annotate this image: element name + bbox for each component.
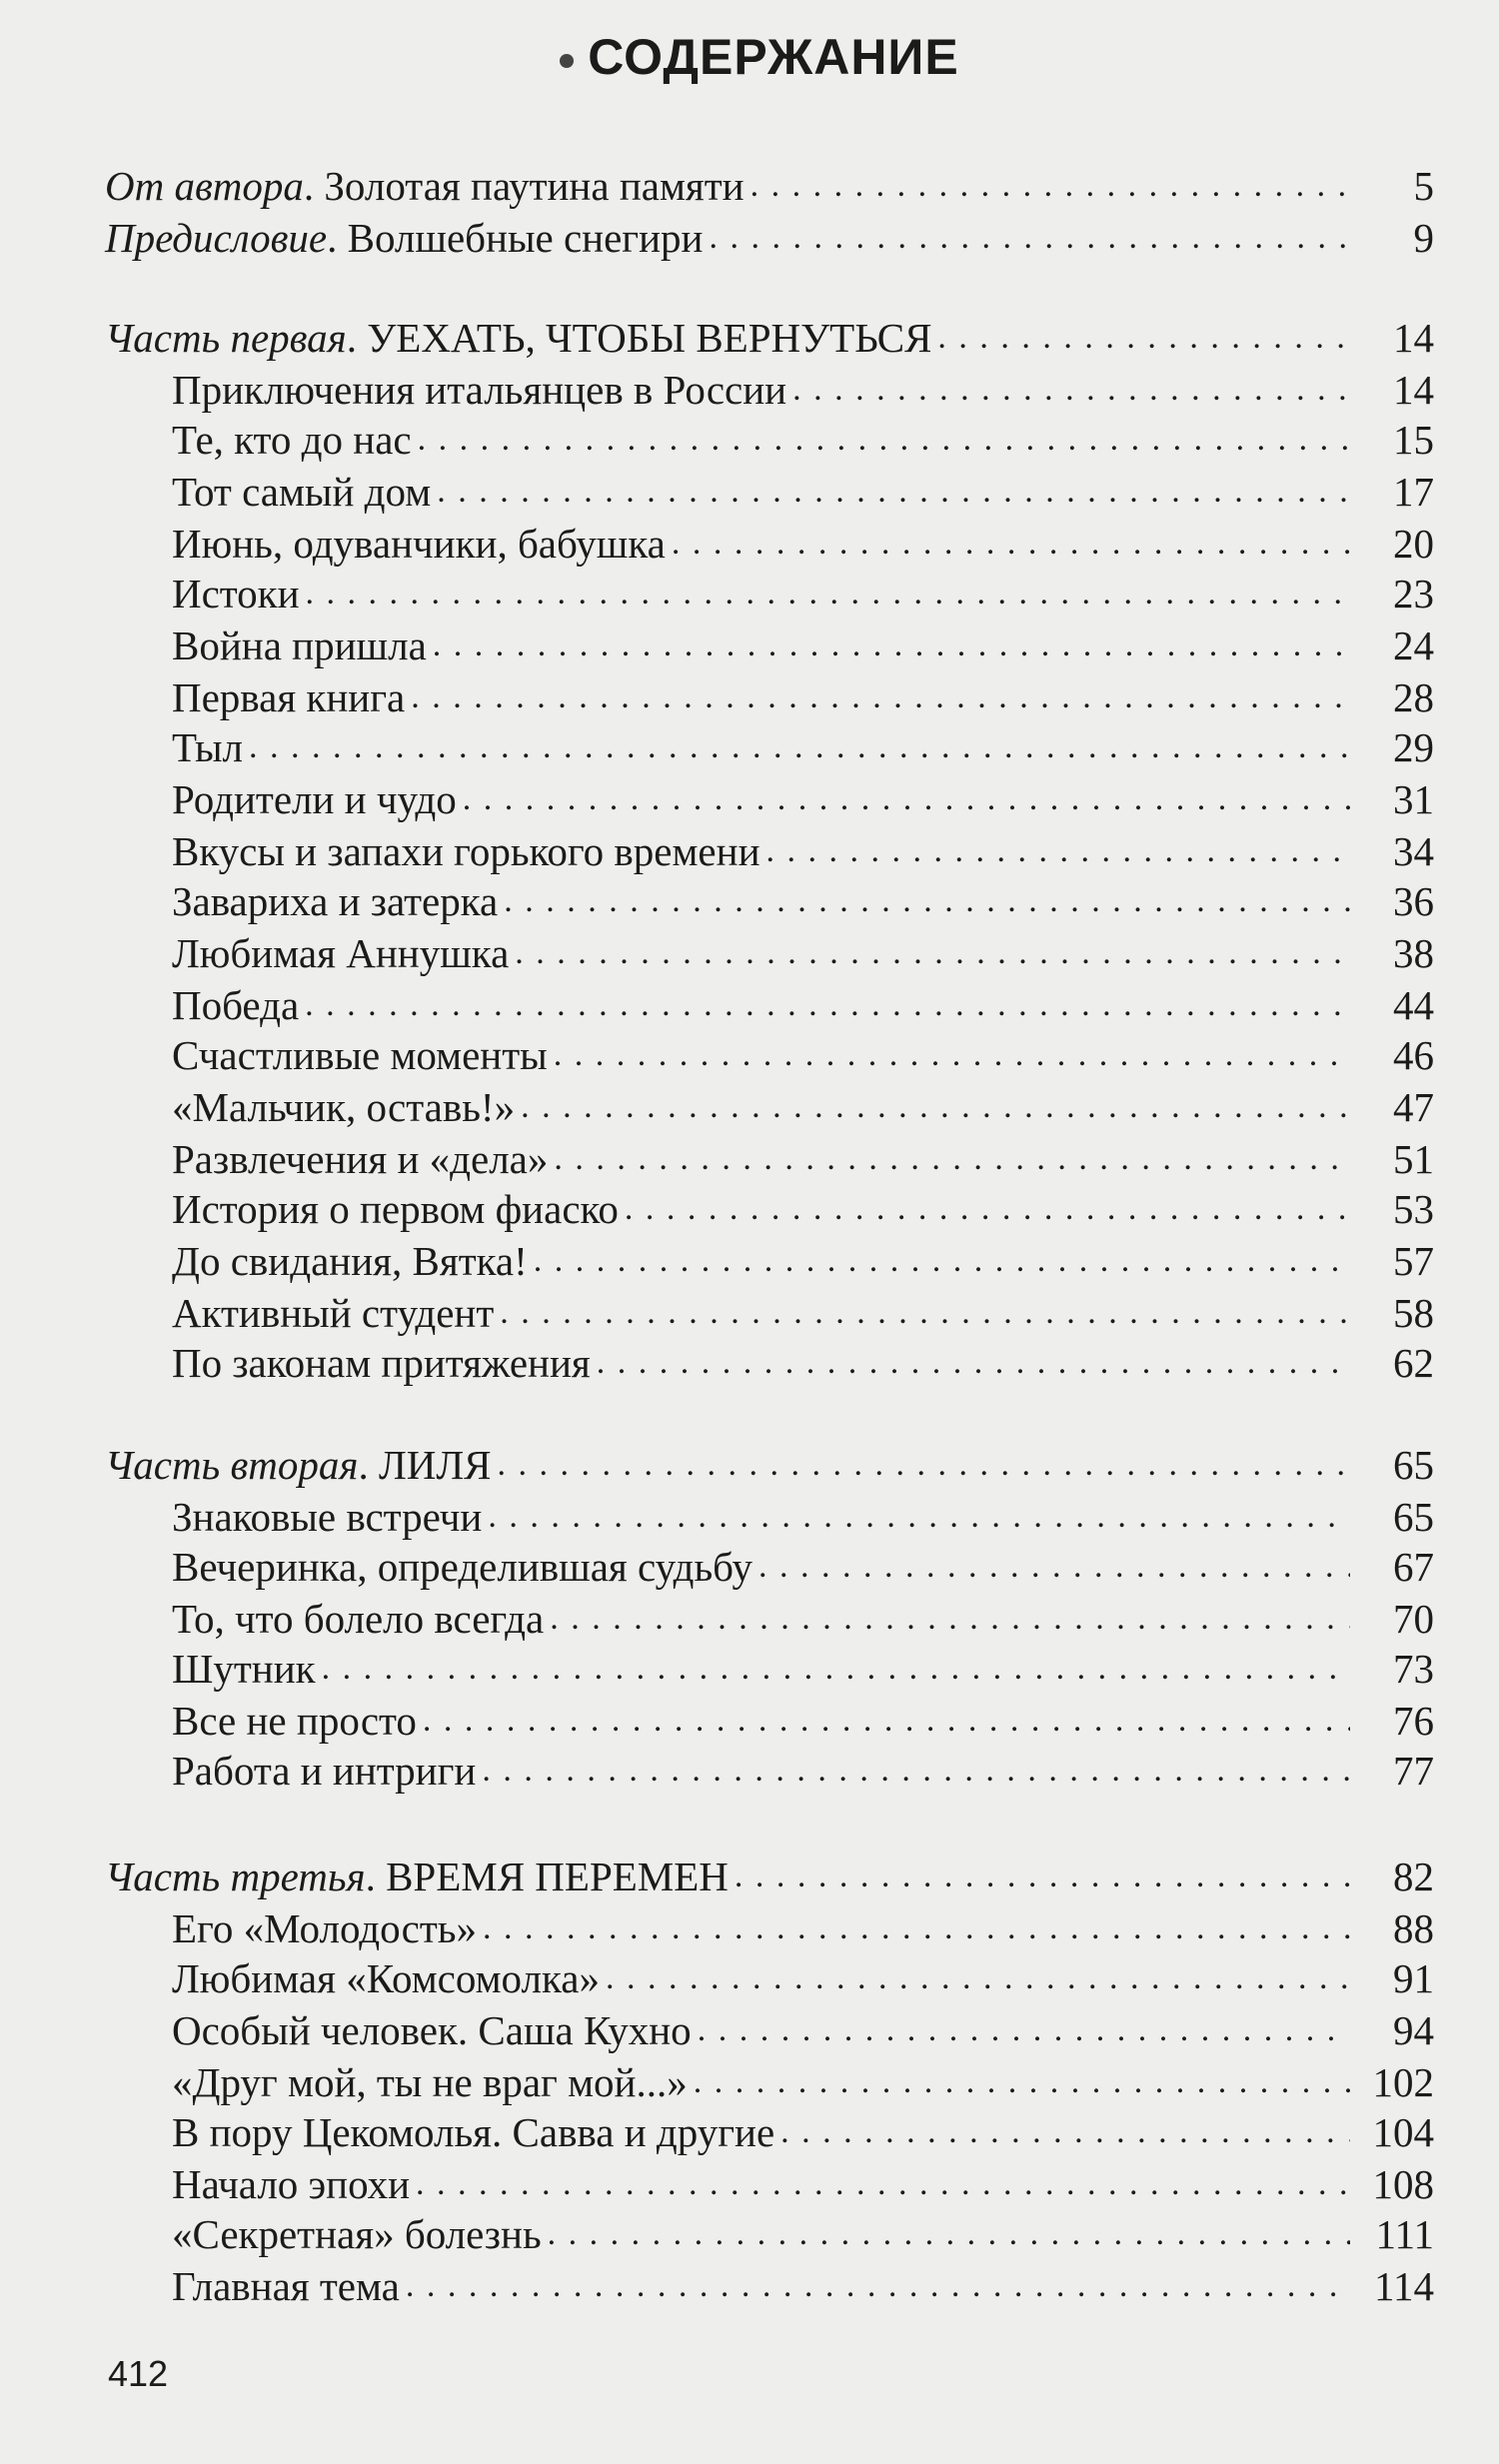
title-text: СОДЕРЖАНИЕ xyxy=(588,29,959,85)
entry-title: Знаковые встречи xyxy=(172,1494,483,1540)
entry-page-number: 57 xyxy=(1393,1238,1434,1284)
entry-page-number: 23 xyxy=(1393,571,1434,616)
entry-title: . ВРЕМЯ ПЕРЕМЕН xyxy=(365,1853,729,1899)
entry-title: «Секретная» болезнь xyxy=(172,2211,542,2257)
toc-entry xyxy=(172,825,1434,877)
entry-page-number: 20 xyxy=(1393,521,1434,567)
entry-title: Начало эпохи xyxy=(172,2161,411,2207)
toc-part-entry xyxy=(105,1850,1434,1902)
dot-leader xyxy=(597,1337,1350,1389)
entry-title: Счастливые моменты xyxy=(172,1032,548,1078)
dot-leader xyxy=(498,1439,1350,1491)
entry-title: «Друг мой, ты не враг мой...» xyxy=(172,2059,688,2105)
dot-leader xyxy=(534,1235,1350,1287)
dot-leader xyxy=(411,671,1350,723)
toc-entry xyxy=(172,927,1434,979)
dot-leader xyxy=(672,518,1350,570)
toc-entry xyxy=(172,1235,1434,1287)
toc-entry xyxy=(172,1745,1434,1797)
dot-leader xyxy=(709,212,1350,264)
entry-title: Приключения итальянцев в России xyxy=(172,367,787,413)
entry-title: . Волшебные снегири xyxy=(327,215,704,261)
entry-prefix: От автора xyxy=(105,163,304,209)
entry-title: Завариха и затерка xyxy=(172,878,499,924)
dot-leader xyxy=(488,1491,1350,1543)
dot-leader xyxy=(750,160,1350,212)
page-number: 412 xyxy=(108,2353,169,2394)
entry-page-number: 44 xyxy=(1393,982,1434,1028)
entry-page-number: 82 xyxy=(1393,1853,1434,1899)
entry-prefix: Часть третья xyxy=(105,1853,366,1899)
entry-title: Родители и чудо xyxy=(172,776,457,822)
entry-title: Тот самый дом xyxy=(172,469,432,515)
toc-entry xyxy=(172,1029,1434,1081)
dot-leader xyxy=(780,2106,1350,2158)
toc-entry xyxy=(172,2260,1434,2312)
entry-page-number: 51 xyxy=(1393,1136,1434,1182)
dot-leader xyxy=(554,1133,1350,1185)
entry-title: Его «Молодость» xyxy=(172,1905,477,1951)
dot-leader xyxy=(694,2056,1350,2108)
entry-page-number: 58 xyxy=(1393,1290,1434,1336)
entry-page-number: 38 xyxy=(1393,930,1434,976)
entry-page-number: 65 xyxy=(1393,1442,1434,1488)
dot-leader xyxy=(437,466,1350,518)
entry-title: По законам притяжения xyxy=(172,1340,591,1386)
dot-leader xyxy=(515,927,1350,979)
entry-page-number: 67 xyxy=(1393,1544,1434,1590)
entry-page-number: 102 xyxy=(1372,2059,1434,2105)
entry-page-number: 94 xyxy=(1393,2007,1434,2053)
entry-page-number: 91 xyxy=(1393,1955,1434,2001)
toc-entry xyxy=(172,466,1434,518)
entry-title: Активный студент xyxy=(172,1290,495,1336)
entry-page-number: 46 xyxy=(1393,1032,1434,1078)
entry-title: Те, кто до нас xyxy=(172,417,412,463)
toc-entry xyxy=(172,518,1434,570)
toc-entry xyxy=(172,1643,1434,1695)
toc-entry xyxy=(172,414,1434,466)
entry-title: Главная тема xyxy=(172,2263,400,2309)
toc-part-entry xyxy=(105,312,1434,364)
entry-page-number: 5 xyxy=(1413,163,1434,209)
dot-leader xyxy=(937,312,1350,364)
entry-title: Работа и интриги xyxy=(172,1748,477,1794)
entry-page-number: 17 xyxy=(1393,469,1434,515)
entry-title: История о первом фиаско xyxy=(172,1186,619,1232)
toc-entry xyxy=(172,1952,1434,2004)
toc-entry xyxy=(172,2208,1434,2260)
entry-title: Тыл xyxy=(172,724,244,770)
dot-leader xyxy=(306,568,1350,619)
entry-title: Развлечения и «дела» xyxy=(172,1136,549,1182)
entry-page-number: 111 xyxy=(1375,2211,1434,2257)
toc-entry xyxy=(172,1491,1434,1543)
toc-part-entry xyxy=(105,1439,1434,1491)
entry-page-number: 9 xyxy=(1413,215,1434,261)
entry-title: До свидания, Вятка! xyxy=(172,1238,528,1284)
toc-part-entry xyxy=(105,160,1434,212)
dot-leader xyxy=(521,1081,1350,1133)
dot-leader xyxy=(322,1643,1350,1695)
toc-entry xyxy=(172,2106,1434,2158)
entry-title: Вечеринка, определившая судьбу xyxy=(172,1544,752,1590)
entry-page-number: 62 xyxy=(1393,1340,1434,1386)
toc-entry xyxy=(172,1287,1434,1339)
dot-leader xyxy=(504,875,1350,927)
entry-title: Любимая Аннушка xyxy=(172,930,510,976)
toc-entry xyxy=(172,2056,1434,2108)
dot-leader xyxy=(416,2158,1350,2210)
dot-leader xyxy=(766,825,1350,877)
entry-title: «Мальчик, оставь!» xyxy=(172,1084,516,1130)
toc-entry xyxy=(172,364,1434,416)
entry-title: . УЕХАТЬ, ЧТОБЫ ВЕРНУТЬСЯ xyxy=(346,315,932,361)
dot-leader xyxy=(305,979,1350,1031)
dot-leader xyxy=(249,721,1350,773)
dot-leader xyxy=(433,619,1350,671)
toc-entry xyxy=(172,1337,1434,1389)
toc-entry xyxy=(172,1133,1434,1185)
dot-leader xyxy=(423,1695,1350,1747)
dot-leader xyxy=(625,1183,1350,1235)
entry-title: Война пришла xyxy=(172,622,427,668)
dot-leader xyxy=(482,1745,1350,1797)
entry-page-number: 88 xyxy=(1393,1905,1434,1951)
dot-leader xyxy=(758,1541,1350,1593)
dot-leader xyxy=(735,1850,1350,1902)
toc-entry xyxy=(172,1695,1434,1747)
toc-entry xyxy=(172,568,1434,619)
entry-title: Особый человек. Саша Кухно xyxy=(172,2007,692,2053)
entry-page-number: 76 xyxy=(1393,1698,1434,1744)
entry-page-number: 53 xyxy=(1393,1186,1434,1232)
toc-entry xyxy=(172,1902,1434,1954)
toc-entry xyxy=(172,1183,1434,1235)
entry-title: В пору Цекомолья. Савва и другие xyxy=(172,2109,775,2155)
entry-page-number: 31 xyxy=(1393,776,1434,822)
toc-entry xyxy=(172,979,1434,1031)
entry-title: Победа xyxy=(172,982,300,1028)
toc-entry xyxy=(172,619,1434,671)
entry-page-number: 104 xyxy=(1372,2109,1434,2155)
entry-title: Июнь, одуванчики, бабушка xyxy=(172,521,666,567)
dot-leader xyxy=(483,1902,1350,1954)
entry-page-number: 77 xyxy=(1393,1748,1434,1794)
dot-leader xyxy=(698,2004,1350,2056)
entry-title: Вкусы и запахи горького времени xyxy=(172,828,760,874)
entry-page-number: 14 xyxy=(1393,367,1434,413)
entry-page-number: 47 xyxy=(1393,1084,1434,1130)
toc-entry xyxy=(172,1081,1434,1133)
toc-entry xyxy=(172,671,1434,723)
dot-leader xyxy=(548,2208,1350,2260)
dot-leader xyxy=(554,1029,1350,1081)
entry-page-number: 108 xyxy=(1372,2161,1434,2207)
toc-part-entry xyxy=(105,212,1434,264)
toc-entry xyxy=(172,1541,1434,1593)
dot-leader xyxy=(550,1593,1350,1645)
dot-leader xyxy=(418,414,1350,466)
entry-prefix: Часть первая xyxy=(105,315,347,361)
toc-entry xyxy=(172,2004,1434,2056)
entry-page-number: 70 xyxy=(1393,1596,1434,1642)
entry-title: То, что болело всегда xyxy=(172,1596,545,1642)
entry-title: . Золотая паутина памяти xyxy=(303,163,745,209)
entry-title: Любимая «Комсомолка» xyxy=(172,1955,600,2001)
entry-page-number: 65 xyxy=(1393,1494,1434,1540)
toc-entry xyxy=(172,773,1434,825)
entry-page-number: 24 xyxy=(1393,622,1434,668)
dot-leader xyxy=(606,1952,1350,2004)
entry-prefix: Предисловие xyxy=(105,215,328,261)
entry-page-number: 73 xyxy=(1393,1646,1434,1692)
entry-title: Шутник xyxy=(172,1646,316,1692)
toc-entry xyxy=(172,875,1434,927)
toc-entry xyxy=(172,721,1434,773)
entry-title: Все не просто xyxy=(172,1698,417,1744)
entry-title: . ЛИЛЯ xyxy=(358,1442,492,1488)
dot-leader xyxy=(500,1287,1350,1339)
dot-leader xyxy=(792,364,1350,416)
dot-leader xyxy=(406,2260,1350,2312)
entry-prefix: Часть вторая xyxy=(105,1442,359,1488)
entry-page-number: 34 xyxy=(1393,828,1434,874)
entry-page-number: 114 xyxy=(1374,2263,1434,2309)
entry-page-number: 14 xyxy=(1393,315,1434,361)
entry-title: Первая книга xyxy=(172,674,406,720)
entry-page-number: 15 xyxy=(1393,417,1434,463)
toc-entry xyxy=(172,1593,1434,1645)
entry-title: Истоки xyxy=(172,571,300,616)
entry-page-number: 29 xyxy=(1393,724,1434,770)
toc-entry xyxy=(172,2158,1434,2210)
entry-page-number: 36 xyxy=(1393,878,1434,924)
entry-page-number: 28 xyxy=(1393,674,1434,720)
dot-leader xyxy=(463,773,1350,825)
